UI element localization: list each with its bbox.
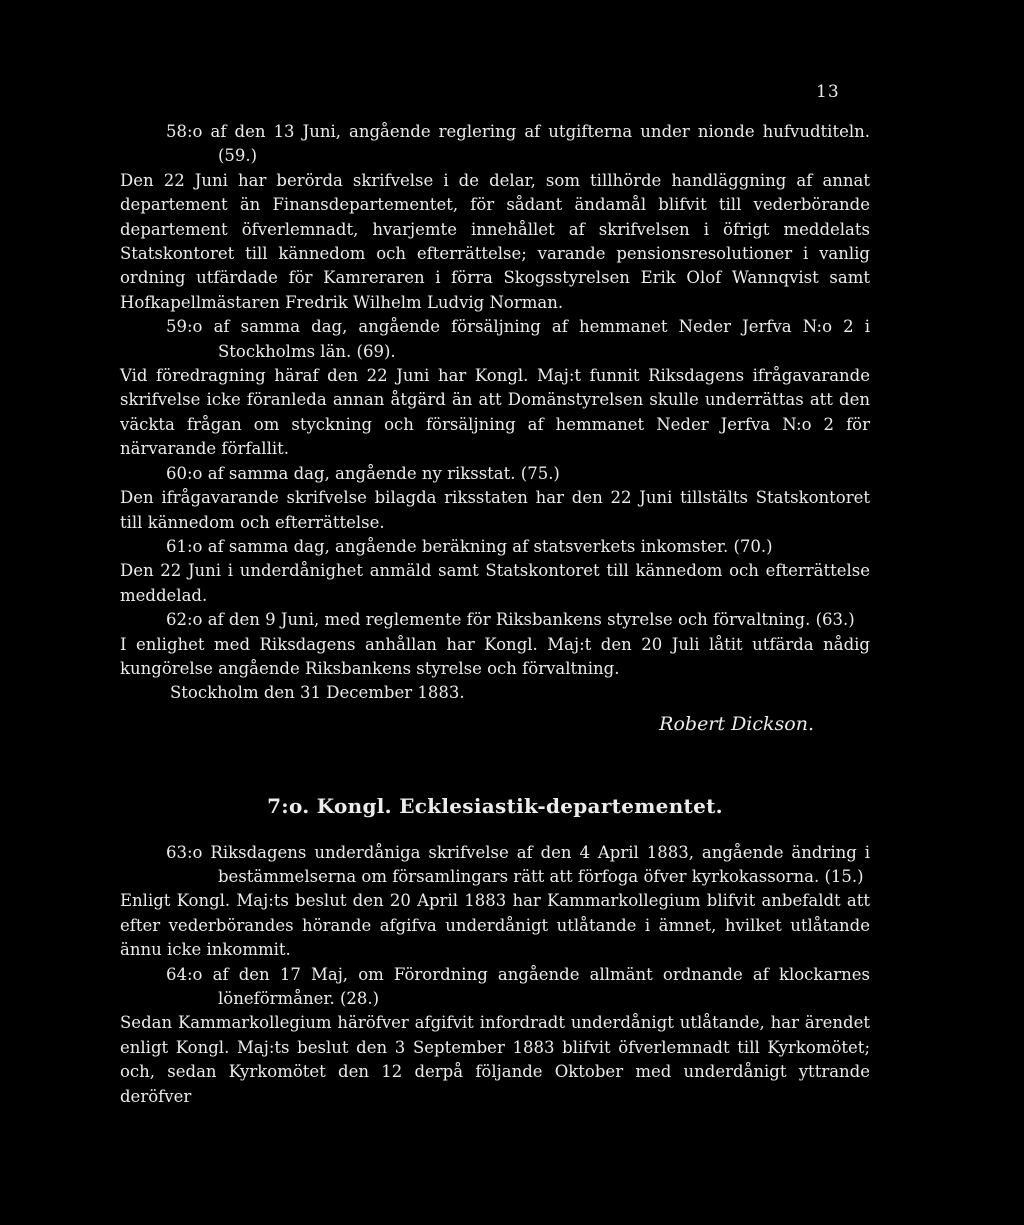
item-60: 60:o af samma dag, angående ny riksstat. (75.) [166, 463, 560, 483]
item-59: 59:o af samma dag, angående försäljning af hemmanet Neder Jerfva N:o 2 i Stockholms län. (69). [166, 317, 870, 361]
paragraph: I enlighet med Riksdagens anhållan har Kongl. Maj:t den 20 Juli låtit utfärda nådig kungörelse angående Riksbankens styrelse och förvaltning. [120, 634, 870, 678]
item-58: 58:o af den 13 Juni, angående reglering af utgifterna under nionde hufvudtiteln. (59.) [166, 122, 870, 166]
paragraph: Den ifrågavarande skrifvelse bilagda riksstaten har den 22 Juni tillstälts Statskontoret till kännedom och efterrättelse. [120, 488, 870, 532]
section-heading: 7:o. Kongl. Ecklesiastik-departementet. [267, 794, 723, 819]
paragraph: Den 22 Juni i underdånighet anmäld samt Statskontoret till kännedom och efterrättelse meddelad. [120, 561, 870, 605]
page-number: 13 [816, 82, 840, 102]
signature-name: Robert Dickson. [659, 712, 814, 735]
item-63: 63:o Riksdagens underdåniga skrifvelse af den 4 April 1883, angående ändring i bestämmelserna om församlingars rätt att förfoga öfver kyrkokassorna. (15.) [166, 842, 870, 886]
page-body [120, 120, 870, 1109]
place-date-line: Stockholm den 31 December 1883. [170, 683, 465, 703]
item-64: 64:o af den 17 Maj, om Förordning angående allmänt ordnande af klockarnes löneförmåner. (28.) [166, 964, 870, 1008]
paragraph: Den 22 Juni har berörda skrifvelse i de delar, som tillhörde handläggning af annat departement än Finansdepartementet, för sådant ändamål blifvit till vederbörande departement öfverlemnadt, hvarjemte innehållet af skrifvelsen i öfrigt meddelats Statskontoret till kännedom och efterrättelse; varande pensionsresolutioner i vanlig ordning utfärdade för Kamreraren i förra Skogsstyrelsen Erik Olof Wannqvist samt Hofkapellmästaren Fredrik Wilhelm Ludvig Norman. [120, 170, 870, 312]
paragraph: Enligt Kongl. Maj:ts beslut den 20 April 1883 har Kammarkollegium blifvit anbefaldt att efter vederbörandes hörande afgifva underdånigt utlåtande i ämnet, hvilket utlåtande ännu icke inkommit. [120, 891, 870, 960]
item-61: 61:o af samma dag, angående beräkning af statsverkets inkomster. (70.) [166, 536, 773, 556]
paragraph: Vid föredragning häraf den 22 Juni har Kongl. Maj:t funnit Riksdagens ifrågavarande skrifvelse icke föranleda annan åtgärd än att Domänstyrelsen skulle underrättas att den väckta frågan om styckning och försäljning af hemmanet Neder Jerfva N:o 2 för närvarande förfallit. [120, 366, 870, 459]
paragraph: Sedan Kammarkollegium häröfver afgifvit infordradt underdånigt utlåtande, har ärendet enligt Kongl. Maj:ts beslut den 3 September 1883 blifvit öfverlemnadt till Kyrkomötet; och, sedan Kyrkomötet den 12 derpå följande Oktober med underdånigt yttrande deröfver [120, 1013, 870, 1106]
item-62: 62:o af den 9 Juni, med reglemente för Riksbankens styrelse och förvaltning. (63.) [166, 610, 855, 630]
